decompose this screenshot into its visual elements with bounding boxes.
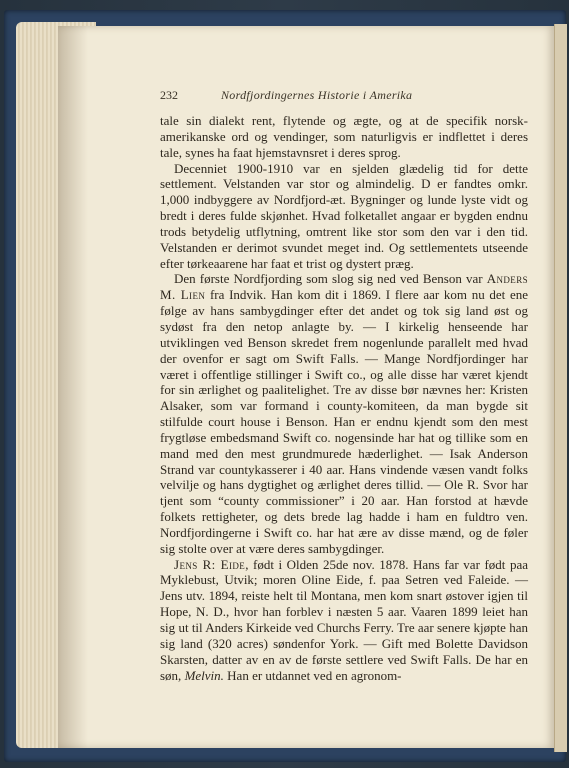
page-number: 232 (160, 88, 178, 102)
page-header (160, 88, 530, 103)
running-title: Nordfjordingernes Historie i Amerika (221, 88, 413, 102)
person-name-jens-eide: Jens R: Eide (174, 556, 246, 572)
next-page-edge (554, 24, 567, 752)
son-name-melvin: Melvin. (184, 667, 224, 683)
person-name-anders-lien: Anders M. Lien (160, 271, 528, 303)
spine-shadow (58, 26, 88, 748)
paragraph-2: Decenniet 1900-1910 var en sjelden glædelig tid for dette settlement. Velstanden var stor og almindelig. D er fandtes omkr. 1,000 indbyggere av Nordfjord-æt. Bygninger og lunde lyste vidt og bredt i deres fulde skjønhet. Hvad folketallet angaar er bygden endnu trods betydelig utflytning, omtrent like stor som den var i den tid. Velstanden er derimot svundet meget ind. Og settlementets utseende efter tørkeaarene har faat et trist og dystert præg. (160, 160, 528, 271)
paragraph-3 (160, 271, 528, 556)
paragraph-3-rest: fra Indvik. Han kom dit i 1869. I flere aar kom nu det ene følge av hans sambygdinger efter det andet og tok sig land øst og sydøst fra den netop anlagte by. — I kirkelig henseende har utviklingen ved Benson skredet frem nogenlunde parallelt med hvad der ovenfor er sagt om Swift Falls. — Mange Nordfjordinger har været i offentlige stillinger i Swift co., og alle disse har været kjendt for sin ærlighet og paalitelighet. Tre av disse bør nævnes her: Kristen Alsaker, som var formand i county-komiteen, da man bygde sit stilfulde court house i Benson. Han er endnu kjendt som den mest frygtløse embedsmand Swift co. nogensinde har hat og tillike som en mand med den mest grundmurede hæderlighet. — Isak Anderson Strand var countykasserer i 40 aar. Hans vindende væsen vandt folks velvilje og hans dygtighet og ærlighet deres tillid. — Ole R. Svor har tjent som “county commissioner” i 20 aar. Han forstod at hævde folkets rettigheter, og dets brede lag hadde i ham en fuldtro ven. Nordfjordingerne i Swift co. har hat ære av disse mænd, og de føler sig stolte over at være deres sambygdinger. (160, 287, 529, 556)
paragraph-4-rest: , født i Olden 25de nov. 1878. Hans far var født paa Myklebust, Utvik; moren Oline Eide, f. paa Setren ved Faleide. — Jens utv. 1894, reiste helt til Montana, men kom snart østover igjen til Hope, N. D., hvor han forblev i næsten 5 aar. Vaaren 1899 leiet han sig ut til Anders Kirkeide ved Churchs Ferry. Tre aar senere kjøpte han sig land (320 acres) søndenfor York. — Gift med Bolette Davidson Skarsten, datter av en av de første settlere ved Swift Falls. De har en søn, (160, 556, 528, 683)
body-text (160, 113, 528, 683)
paragraph-3-lead: Den første Nordfjording som slog sig ned ved Benson var (174, 271, 483, 287)
paragraph-4-end: Han er utdannet ved en agronom- (227, 667, 402, 683)
paragraph-1: tale sin dialekt rent, flytende og ægte, og at de specifik norsk-amerikanske ord og vendinger, som naturligvis er indflettet i deres tale, synes ha faat hjemstavnsret i deres sprog. (160, 113, 528, 160)
paragraph-4 (160, 557, 528, 684)
